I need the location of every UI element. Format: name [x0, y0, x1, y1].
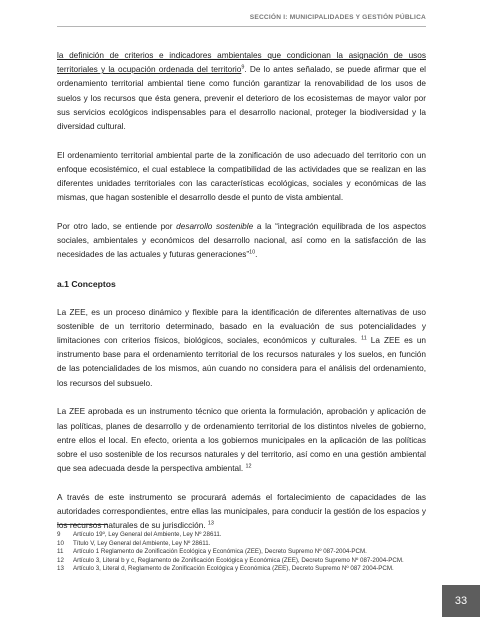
section-header: SECCIÓN I: MUNICIPALIDADES Y GESTIÓN PÚBLICA [249, 14, 426, 21]
footnote [57, 531, 425, 540]
underlined-definition: la definición de criterios e indicadores ambientales que condicionan la asignación de usos territoriales y la ocupación ordenada del territorio [57, 51, 426, 75]
footnote-text: Artículo 3, Literal d, Reglamento de Zonificación Ecológica y Económica (ZEE), Decreto Supremo Nº 087 2004-PCM. [73, 565, 394, 573]
footnotes [57, 531, 425, 574]
paragraph-1 [57, 49, 426, 134]
footnote [57, 540, 425, 549]
paragraph-1-text: . De lo antes señalado, se puede afirmar que el ordenamiento territorial ambiental tiene como función garantizar la renovabilidad de los usos de suelos y los recursos que ésta genera, prevenir el deterioro de los ecosistemas de mayor valor por sus servicios ecológicos indispensables para el desarrollo nacional, proteger la biodiversidad y la diversidad cultural. [57, 65, 426, 132]
header-divider [57, 26, 426, 27]
footnote-number: 13 [57, 565, 64, 573]
paragraph-3-end: . [255, 250, 258, 260]
paragraph-3-before: Por otro lado, se entiende por [57, 222, 177, 232]
paragraph-5 [57, 405, 426, 476]
paragraph-3 [57, 220, 426, 263]
paragraph-3-italic: desarrollo sostenible [176, 222, 254, 232]
paragraph-5-text: La ZEE aprobada es un instrumento técnico que orienta la formulación, aprobación y aplicación de las políticas, planes de desarrollo y de ordenamiento territorial de los distintos niveles de gobierno, entre ellos el local. En efecto, orienta a los gobiernos municipales en la aplicación de las políticas sobre el uso sostenible de los recursos naturales y del territorio, así como en una gestión ambiental que sea adecuada desde la perspectiva ambiental. [57, 407, 426, 474]
page-number: 33 [442, 585, 480, 617]
paragraph-3-quote: a la “integración equilibrada de los aspectos sociales, ambientales y económicos del desarrollo nacional, así como en la satisfacción de las necesidades de las actuales y futuras generaciones” [57, 222, 426, 260]
paragraph-2: El ordenamiento territorial ambiental parte de la zonificación de uso adecuado del territorio con un enfoque ecosistémico, el cual establece la compatibilidad de las actividades que se realizan en las diferentes unidades territoriales con las características ecológicas, sociales y económicas de las mismas, que hagan sostenible el desarrollo desde el punto de vista ambiental. [57, 150, 426, 203]
main-text [57, 49, 426, 548]
paragraph-4-text-2: La ZEE es un instrumento base para el ordenamiento territorial de los recursos naturales y los suelos, en función de las potencialidades de los mismos, aún cuando no considera para el análisis del ordenamiento, los recursos del subsuelo. [57, 336, 426, 388]
footnote [57, 557, 425, 566]
paragraph-6-text: A través de este instrumento se procurará además el fortalecimiento de capacidades de las autoridades correspondientes, entre ellas las municipales, para conducir la gestión de los espacios y los recursos naturales de su jurisdicción. [57, 492, 426, 531]
footnote-text: Título V, Ley General del Ambiente, Ley Nº 28611. [73, 539, 211, 547]
footnote-text: Artículo 3, Literal b y c, Reglamento de Zonificación Ecológica y Económica (ZEE), Decreto Supremo Nº 087-2004-PCM. [73, 556, 404, 564]
paragraph-4-text: La ZEE, es un proceso dinámico y flexible para la identificación de diferentes alternativas de uso sostenible de un territorio determinado, basado en la evaluación de sus potencialidades y limitaciones con criterios físicos, biológicos, sociales, económicos y culturales. [57, 307, 426, 346]
footnote-ref-9: 9 [241, 64, 245, 71]
footnote-number: 11 [57, 548, 64, 556]
footnote-ref-10: 10 [249, 249, 256, 256]
footnote [57, 565, 425, 574]
footnote-number: 10 [57, 539, 64, 547]
footnote-text: Artículo 19º, Ley General del Ambiente, Ley Nº 28611. [73, 531, 222, 538]
footnote-divider [57, 524, 108, 525]
footnote-ref-11: 11 [361, 335, 367, 342]
footnote-number: 12 [57, 556, 64, 564]
paragraph-4 [57, 306, 426, 391]
section-heading: a.1 Conceptos [57, 279, 116, 290]
footnote [57, 548, 425, 557]
paragraph-6 [57, 491, 426, 534]
footnote-text: Artículo 1 Reglamento de Zonificación Ecológica y Económica (ZEE), Decreto Supremo Nº 087-2004-PCM. [73, 548, 367, 556]
footnote-ref-13: 13 [207, 520, 214, 527]
footnote-number: 9 [57, 531, 61, 538]
footnote-ref-12: 12 [245, 463, 252, 470]
